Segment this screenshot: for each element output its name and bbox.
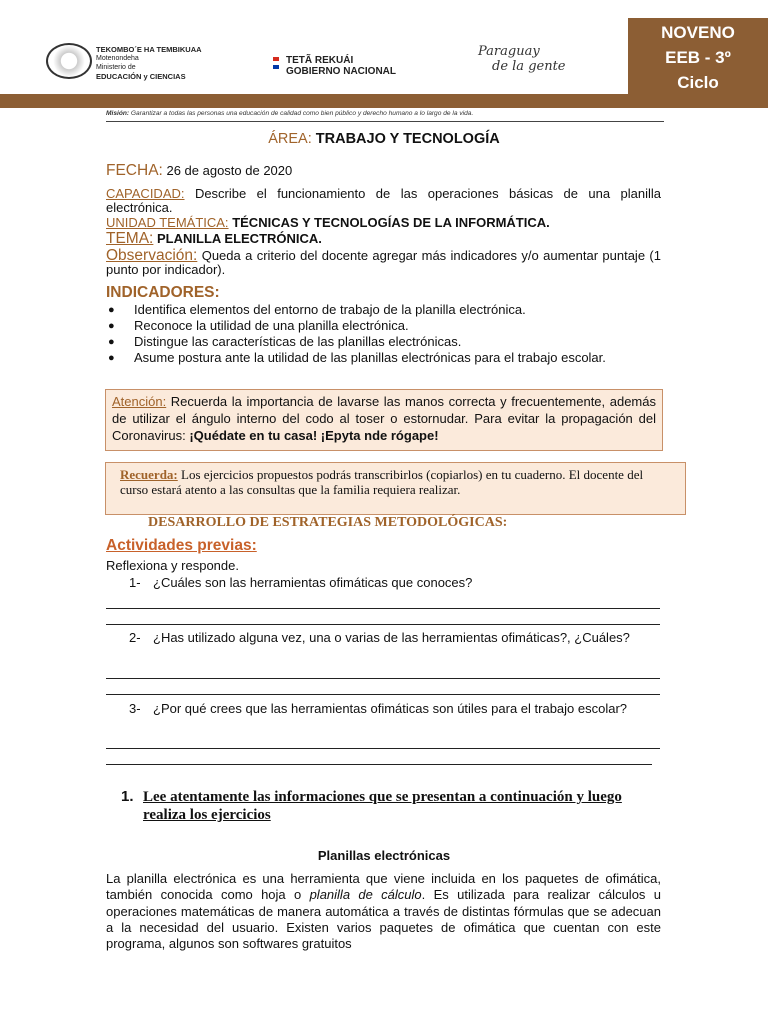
- paragraph-part1: La planilla electrónica es una herramienta que viene incluida en los paquetes de ofimática, también conocida como hoja o: [106, 871, 661, 903]
- ministry-logo: [96, 45, 202, 81]
- org-line1: TEKOMBO´E HA TEMBIKUAA: [96, 45, 202, 54]
- question-2: [106, 630, 661, 646]
- fecha-value: 26 de agosto de 2020: [166, 163, 293, 178]
- org-line4: EDUCACIÓN y CIENCIAS: [96, 72, 186, 81]
- body-paragraph: [106, 871, 661, 952]
- observacion-label: Observación:: [106, 247, 198, 264]
- grade-box: [628, 18, 768, 108]
- desarrollo-title: DESARROLLO DE ESTRATEGIAS METODOLÓGICAS:: [148, 515, 508, 530]
- area-label: ÁREA:: [268, 131, 312, 147]
- atencion-text: Recuerda la importancia de lavarse las manos correcta y frecuentemente, además de utilizar el ángulo interno del codo al toser o estornudar. Para evitar la propagación del Coronavirus:: [112, 394, 656, 443]
- paragraph-part2: . Es utilizada para realizar cálculos u operaciones matemáticas de manera automática a través de distintas fórmulas que se adecuan a la necesidad del usuario. Existen varios paquetes de ofimática que cuentan con este programa, algunos son softwares gratuitos: [106, 887, 661, 952]
- grade-line3: Ciclo: [677, 73, 719, 92]
- question-text: ¿Cuáles son las herramientas ofimáticas que conoces?: [153, 575, 473, 590]
- area-heading: [0, 131, 768, 147]
- question-1: [106, 575, 661, 591]
- answer-line[interactable]: [106, 694, 660, 695]
- flag-icon: [273, 57, 279, 69]
- list-item: ● Distingue las características de las planillas electrónicas.: [106, 334, 661, 350]
- list-item: ● Identifica elementos del entorno de trabajo de la planilla electrónica.: [106, 302, 661, 318]
- answer-line[interactable]: [106, 678, 660, 679]
- tema-line: [106, 232, 661, 246]
- slogan-line1: Paraguay: [478, 44, 540, 59]
- tema-value: PLANILLA ELECTRÓNICA.: [157, 231, 322, 246]
- paragraph-italic: planilla de cálculo: [309, 887, 422, 903]
- capacidad-label: CAPACIDAD:: [106, 186, 185, 201]
- indicadores-list: [106, 302, 661, 366]
- grade-line1: NOVENO: [661, 23, 735, 42]
- capacidad-value: Describe el funcionamiento de las operaciones básicas de una planilla electrónica.: [106, 186, 661, 215]
- question-number: 2-: [129, 630, 141, 645]
- answer-line[interactable]: [106, 748, 660, 749]
- divider: [106, 121, 664, 122]
- unidad-label: UNIDAD TEMÁTICA:: [106, 215, 229, 230]
- answer-line[interactable]: [106, 608, 660, 609]
- observacion-line: [106, 249, 661, 277]
- atencion-bold: ¡Quédate en tu casa! ¡Epyta nde rógape!: [189, 428, 439, 443]
- slogan-logo: [478, 44, 566, 74]
- tema-label: TEMA:: [106, 230, 154, 247]
- question-number: 3-: [129, 701, 141, 716]
- question-text: ¿Has utilizado alguna vez, una o varias de las herramientas ofimáticas?, ¿Cuáles?: [153, 630, 630, 645]
- mission-label: Misión:: [106, 110, 130, 117]
- unidad-line: [106, 216, 661, 230]
- observacion-value: Queda a criterio del docente agregar más indicadores y/o aumentar puntaje (1 punto por indicador).: [106, 248, 661, 277]
- answer-line[interactable]: [106, 764, 652, 765]
- recuerda-box: [105, 462, 686, 515]
- gov-line2: GOBIERNO NACIONAL: [286, 66, 396, 77]
- question-number: 1-: [129, 575, 141, 590]
- org-line2: Motenondeha: [96, 55, 139, 62]
- recuerda-text: Los ejercicios propuestos podrás transcribirlos (copiarlos) en tu cuaderno. El docente del curso estará atento a las consultas que la familia requiera realizar.: [120, 467, 644, 497]
- question-3: [106, 701, 661, 717]
- atencion-label: Atención:: [112, 394, 167, 409]
- actividades-title: Actividades previas:: [106, 537, 257, 554]
- atencion-box: [105, 389, 663, 451]
- government-logo: [286, 55, 396, 77]
- indicadores-label: INDICADORES:: [106, 284, 220, 301]
- mission-statement: [106, 110, 473, 117]
- fecha-line: [106, 164, 661, 178]
- org-line3: Ministerio de: [96, 64, 136, 71]
- grade-line2: EEB - 3º: [665, 48, 731, 67]
- list-item: ● Asume postura ante la utilidad de las planillas electrónicas para el trabajo escolar.: [106, 350, 661, 366]
- actividades-intro: Reflexiona y responde.: [106, 558, 239, 573]
- slogan-line2: de la gente: [492, 59, 566, 74]
- answer-line[interactable]: [106, 624, 660, 625]
- instruction: [121, 788, 662, 824]
- recuerda-label: Recuerda:: [120, 467, 178, 482]
- flag-stripe-blue: [273, 65, 279, 69]
- instruction-text: Lee atentamente las informaciones que se presentan a continuación y luego realiza los ejercicios: [143, 789, 622, 823]
- indicadores-heading: [106, 286, 661, 300]
- instruction-number: 1.: [121, 788, 134, 805]
- fecha-label: FECHA:: [106, 162, 163, 179]
- capacidad-line: [106, 187, 661, 215]
- area-value: TRABAJO Y TECNOLOGÍA: [315, 131, 500, 147]
- list-item: ● Reconoce la utilidad de una planilla electrónica.: [106, 318, 661, 334]
- gov-line1: TETÃ REKUÁI: [286, 55, 354, 66]
- section-title: Planillas electrónicas: [317, 848, 451, 863]
- question-text: ¿Por qué crees que las herramientas ofimáticas son útiles para el trabajo escolar?: [153, 701, 628, 716]
- mission-text: Garantizar a todas las personas una educación de calidad como bien público y derecho humano a lo largo de la vida.: [130, 110, 474, 117]
- unidad-value: TÉCNICAS Y TECNOLOGÍAS DE LA INFORMÁTICA.: [232, 215, 550, 230]
- ministry-seal-icon: [46, 43, 92, 79]
